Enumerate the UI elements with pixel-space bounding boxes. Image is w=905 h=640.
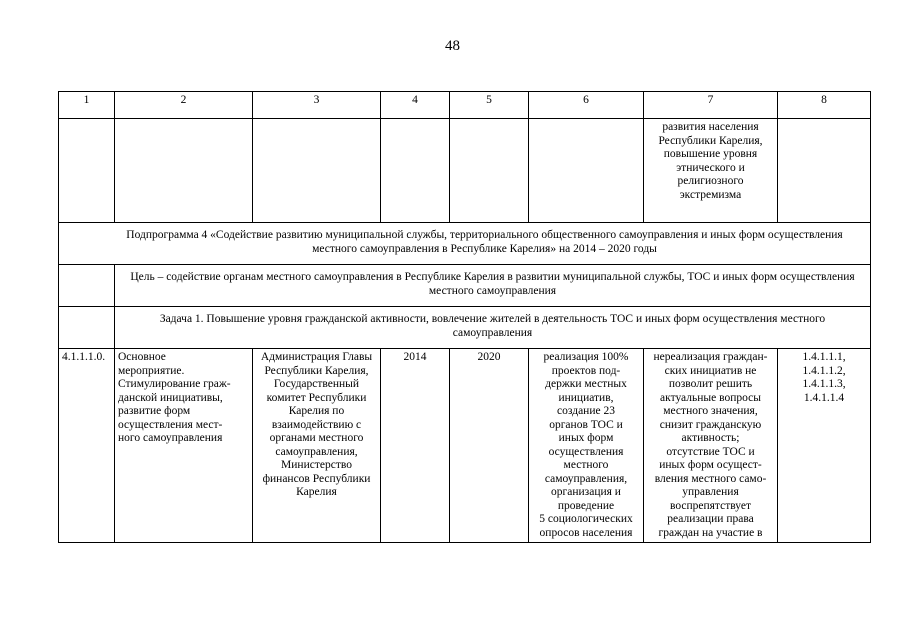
header-cell-2: 2: [115, 92, 253, 119]
subprogram-title: Подпрограмма 4 «Содействие развитию муниципальной службы, территориального общественного самоуправления и иных форм осуществления местного самоуправления в Республике Карелия» на 2014 – 2020 годы: [59, 223, 871, 265]
cont-cell-4: [381, 119, 450, 223]
page-number: 48: [445, 38, 460, 54]
cont-cell-3: [253, 119, 381, 223]
continuation-row: [59, 119, 871, 223]
activity-consequences: нереализация граждан- ских инициатив не позволит решить актуальные вопросы местного значения, снизит гражданскую активность; отсутствие ТОС и иных форм осущест- вления местного само- управления воспрепятствует реализации права граждан на участие в: [644, 349, 778, 543]
header-cell-8: 8: [778, 92, 871, 119]
activity-code: 4.1.1.1.0.: [59, 349, 115, 543]
goal-text: Цель – содействие органам местного самоуправления в Республике Карелия в развитии муниципальной службы, ТОС и иных форм осуществления местного самоуправления: [115, 265, 871, 307]
header-cell-4: 4: [381, 92, 450, 119]
header-cell-3: 3: [253, 92, 381, 119]
header-row: [59, 92, 871, 119]
activity-name: Основное мероприятие. Стимулирование граж- данской инициативы, развитие форм осуществления мест- ного самоуправления: [115, 349, 253, 543]
cont-cell-8: [778, 119, 871, 223]
task-text: Задача 1. Повышение уровня гражданской активности, вовлечение жителей в деятельность ТОС и иных форм осуществления местного самоуправления: [115, 307, 871, 349]
cont-cell-5: [450, 119, 529, 223]
activity-executor: Администрация Главы Республики Карелия, Государственный комитет Республики Карелия по взаимодействию с органами местного самоуправления, Министерство финансов Республики Карелия: [253, 349, 381, 543]
header-cell-7: 7: [644, 92, 778, 119]
activity-start-year: 2014: [381, 349, 450, 543]
task-row: [59, 307, 871, 349]
activity-result: реализация 100% проектов под- держки местных инициатив, создание 23 органов ТОС и иных форм осуществления местного самоуправления, организация и проведение 5 социологических опросов населения: [529, 349, 644, 543]
activity-row: [59, 349, 871, 543]
program-table: [58, 91, 871, 543]
cont-cell-6: [529, 119, 644, 223]
cont-cell-1: [59, 119, 115, 223]
cont-cell-2: [115, 119, 253, 223]
goal-empty-cell: [59, 265, 115, 307]
task-empty-cell: [59, 307, 115, 349]
header-cell-5: 5: [450, 92, 529, 119]
activity-end-year: 2020: [450, 349, 529, 543]
cont-cell-7: развития населения Республики Карелия, повышение уровня этнического и религиозного экстремизма: [644, 119, 778, 223]
activity-indicators: 1.4.1.1.1, 1.4.1.1.2, 1.4.1.1.3, 1.4.1.1.4: [778, 349, 871, 543]
goal-row: [59, 265, 871, 307]
header-cell-1: 1: [59, 92, 115, 119]
header-cell-6: 6: [529, 92, 644, 119]
subprogram-row: [59, 223, 871, 265]
